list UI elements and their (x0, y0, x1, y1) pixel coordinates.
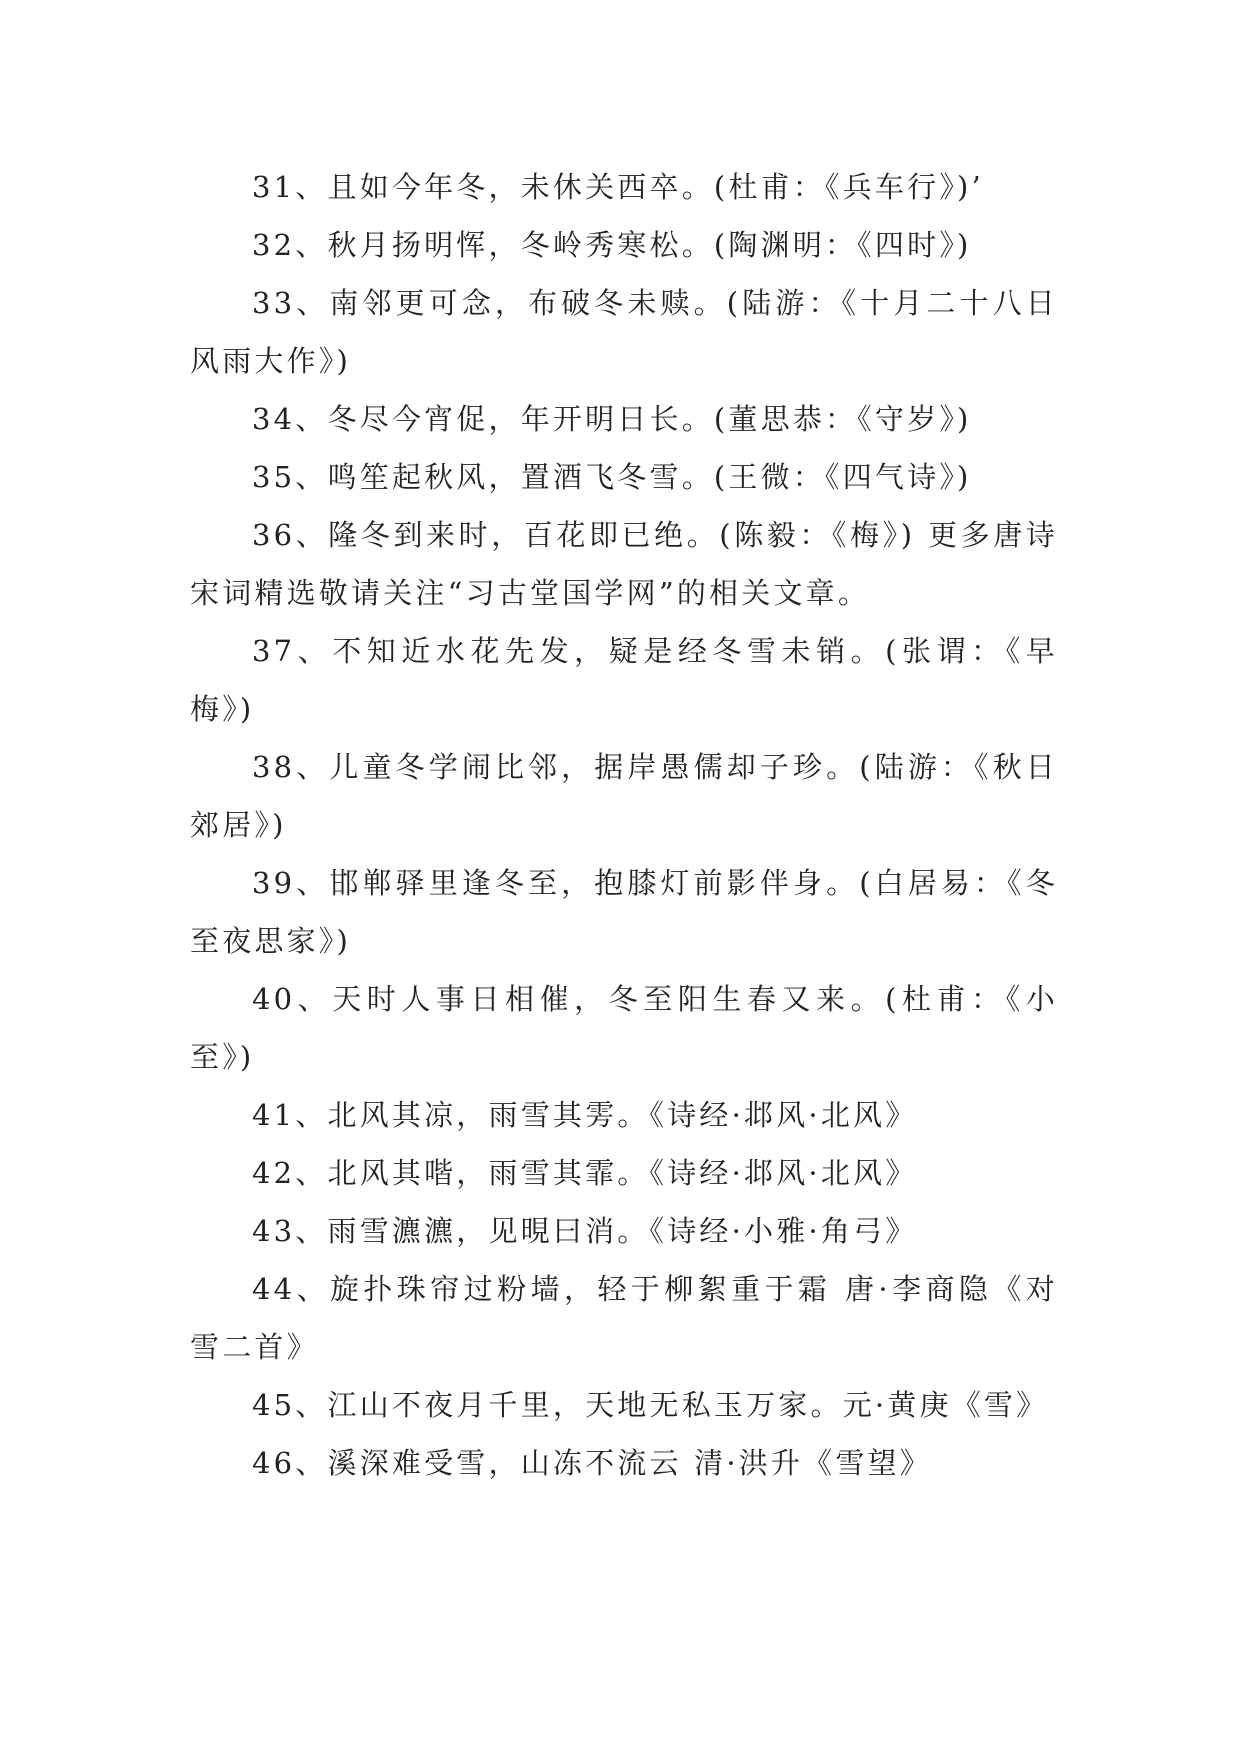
poem-line-32: 32、秋月扬明恽，冬岭秀寒松。(陶渊明：《四时》) (252, 228, 972, 262)
poem-line-44: 44、旋扑珠帘过粉墙，轻于柳絮重于霜 唐·李商隐《对雪二首》 (190, 1272, 1058, 1364)
poem-list (190, 158, 1058, 1492)
poem-line-33: 33、南邻更可念，布破冬未赎。(陆游：《十月二十八日风雨大作》) (190, 286, 1058, 378)
poem-line-31: 31、且如今年冬，未休关西卒。(杜甫：《兵车行》)’ (252, 170, 984, 204)
poem-line-39: 39、邯郸驿里逢冬至，抱膝灯前影伴身。(白居易：《冬至夜思家》) (190, 866, 1058, 958)
poem-line-45: 45、江山不夜月千里，天地无私玉万家。元·黄庚《雪》 (252, 1388, 1049, 1422)
poem-line-37: 37、不知近水花先发，疑是经冬雪未销。(张谓：《早梅》) (190, 634, 1058, 726)
poem-line-34: 34、冬尽今宵促，年开明日长。(董思恭：《守岁》) (252, 402, 972, 436)
poem-line-36: 36、隆冬到来时，百花即已绝。(陈毅：《梅》) 更多唐诗宋词精选敬请关注“习古堂国学网”的相关文章。 (190, 518, 1058, 610)
poem-line-35: 35、鸣笙起秋风，置酒飞冬雪。(王微：《四气诗》) (252, 460, 972, 494)
poem-line-46: 46、溪深难受雪，山冻不流云 清·洪升《雪望》 (252, 1446, 932, 1480)
poem-line-43: 43、雨雪瀌瀌，见晛曰消。《诗经·小雅·角弓》 (252, 1214, 918, 1248)
poem-line-40: 40、天时人事日相催，冬至阳生春又来。(杜甫：《小至》) (190, 982, 1058, 1074)
poem-line-38: 38、儿童冬学闹比邻，据岸愚儒却子珍。(陆游：《秋日郊居》) (190, 750, 1058, 842)
poem-line-42: 42、北风其喈，雨雪其霏。《诗经·邶风·北风》 (252, 1156, 918, 1190)
poem-line-41: 41、北风其凉，雨雪其雱。《诗经·邶风·北风》 (252, 1098, 918, 1132)
